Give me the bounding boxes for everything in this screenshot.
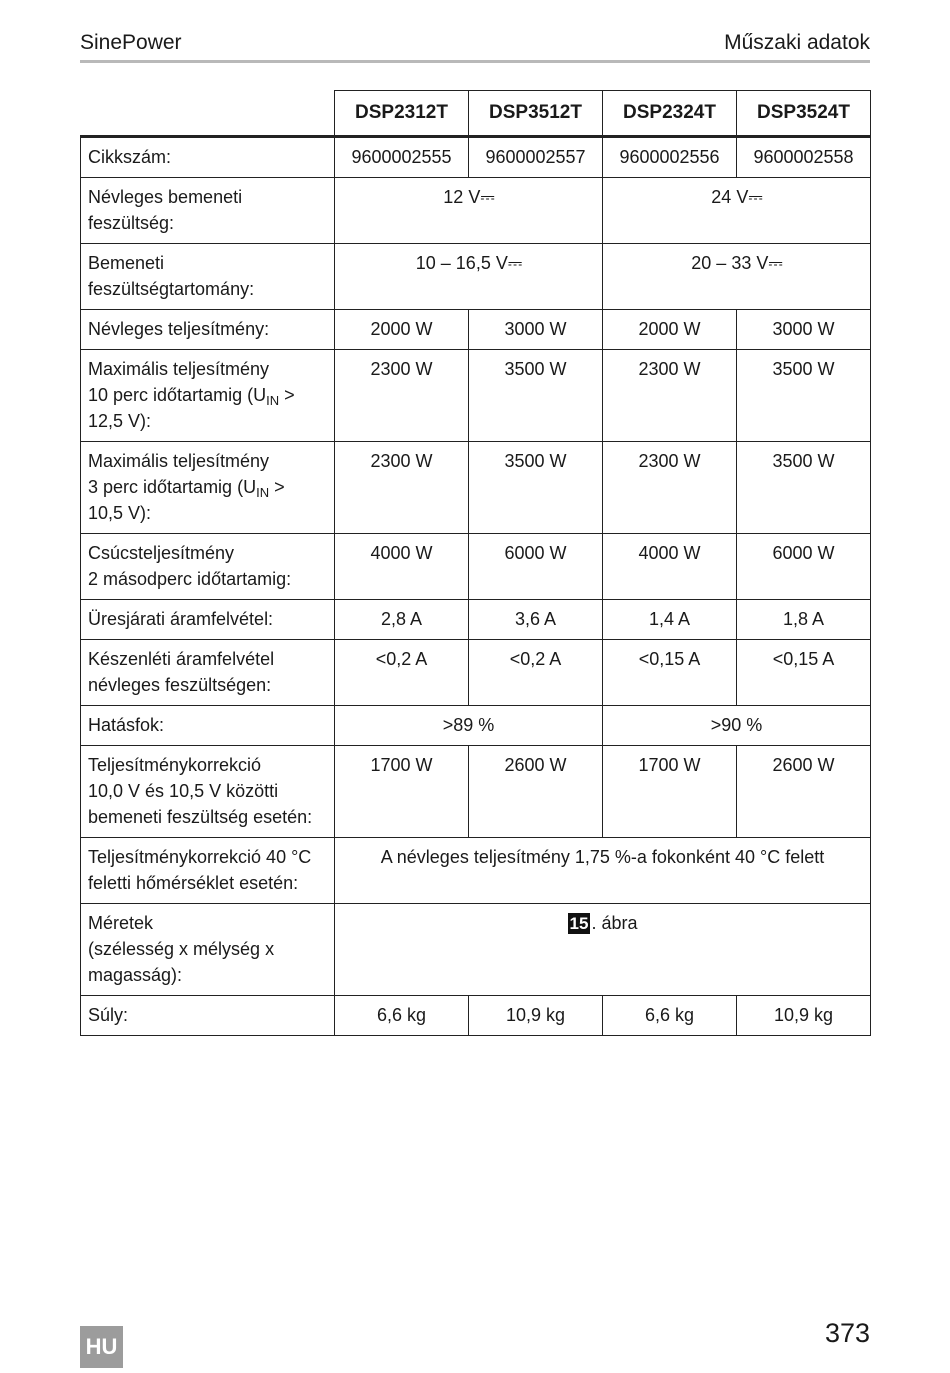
row-label: Készenléti áramfelvétel névleges feszültségen: bbox=[81, 640, 335, 706]
cell-value: <0,2 A bbox=[335, 640, 469, 706]
dc-symbol-icon: ⎓ bbox=[480, 187, 494, 207]
cell-value: 2300 W bbox=[335, 350, 469, 442]
cell-value: 9600002555 bbox=[335, 137, 469, 178]
row-label: Cikkszám: bbox=[81, 137, 335, 178]
row-label: Maximális teljesítmény 3 perc időtartamig ($U_{IN}$ > 10,5 V): bbox=[81, 442, 335, 534]
cell-value: 3500 W bbox=[469, 350, 603, 442]
row-label: Teljesítménykorrekció 10,0 V és 10,5 V közötti bemeneti feszültség esetén: bbox=[81, 746, 335, 838]
cell-value: >89 % bbox=[335, 706, 603, 746]
table-row bbox=[81, 640, 871, 706]
cell-value: 6,6 kg bbox=[603, 996, 737, 1036]
cell-value: 9600002557 bbox=[469, 137, 603, 178]
cell-value: 2300 W bbox=[335, 442, 469, 534]
cell-value: 12 V⎓ bbox=[335, 178, 603, 244]
cell-value: 9600002556 bbox=[603, 137, 737, 178]
row-label: Névleges bemeneti feszültség: bbox=[81, 178, 335, 244]
cell-value: 3500 W bbox=[737, 442, 871, 534]
table-row bbox=[81, 600, 871, 640]
table-row bbox=[81, 746, 871, 838]
dc-symbol-icon: ⎓ bbox=[748, 187, 762, 207]
cell-value: 1700 W bbox=[335, 746, 469, 838]
table-row bbox=[81, 904, 871, 996]
model-header: DSP2312T bbox=[335, 91, 469, 137]
cell-value: 3000 W bbox=[737, 310, 871, 350]
row-label: Teljesítménykorrekció 40 °C feletti hőmérséklet esetén: bbox=[81, 838, 335, 904]
cell-value: 1,8 A bbox=[737, 600, 871, 640]
cell-value: <0,2 A bbox=[469, 640, 603, 706]
cell-value: 9600002558 bbox=[737, 137, 871, 178]
cell-value: 2600 W bbox=[737, 746, 871, 838]
header-divider bbox=[80, 60, 870, 63]
figure-reference-text: . ábra bbox=[591, 913, 638, 933]
cell-value: 6,6 kg bbox=[335, 996, 469, 1036]
table-row bbox=[81, 244, 871, 310]
dc-symbol-icon: ⎓ bbox=[768, 253, 782, 273]
table-row bbox=[81, 442, 871, 534]
cell-value: <0,15 A bbox=[603, 640, 737, 706]
model-header: DSP3512T bbox=[469, 91, 603, 137]
model-header: DSP2324T bbox=[603, 91, 737, 137]
cell-value: 24 V⎓ bbox=[603, 178, 871, 244]
row-label: Üresjárati áramfelvétel: bbox=[81, 600, 335, 640]
header-brand: SinePower bbox=[80, 31, 182, 54]
cell-value: 2600 W bbox=[469, 746, 603, 838]
cell-value: 2000 W bbox=[603, 310, 737, 350]
cell-value: 2300 W bbox=[603, 350, 737, 442]
table-row bbox=[81, 310, 871, 350]
table-row bbox=[81, 706, 871, 746]
row-label: Maximális teljesítmény 10 perc időtartamig ($U_{IN}$ > 12,5 V): bbox=[81, 350, 335, 442]
cell-value: 3,6 A bbox=[469, 600, 603, 640]
cell-value: 10,9 kg bbox=[469, 996, 603, 1036]
cell-value: 2000 W bbox=[335, 310, 469, 350]
cell-value: 3000 W bbox=[469, 310, 603, 350]
cell-value: 2300 W bbox=[603, 442, 737, 534]
cell-value: 2,8 A bbox=[335, 600, 469, 640]
cell-value bbox=[335, 904, 871, 996]
row-label: Súly: bbox=[81, 996, 335, 1036]
cell-value: 3500 W bbox=[737, 350, 871, 442]
cell-value: 1,4 A bbox=[603, 600, 737, 640]
table-header-row bbox=[81, 91, 871, 137]
figure-reference-badge: 15 bbox=[569, 914, 589, 933]
cell-value: 6000 W bbox=[737, 534, 871, 600]
cell-value: 4000 W bbox=[603, 534, 737, 600]
language-badge: HU bbox=[80, 1326, 123, 1368]
model-header: DSP3524T bbox=[737, 91, 871, 137]
row-label: Névleges teljesítmény: bbox=[81, 310, 335, 350]
cell-value: >90 % bbox=[603, 706, 871, 746]
cell-value: 6000 W bbox=[469, 534, 603, 600]
table-row bbox=[81, 178, 871, 244]
cell-value: <0,15 A bbox=[737, 640, 871, 706]
cell-value: 10 – 16,5 V⎓ bbox=[335, 244, 603, 310]
dc-symbol-icon: ⎓ bbox=[507, 253, 522, 273]
row-label: Hatásfok: bbox=[81, 706, 335, 746]
table-row bbox=[81, 996, 871, 1036]
table-row bbox=[81, 350, 871, 442]
page-number: 373 bbox=[824, 1318, 870, 1348]
row-label: Méretek (szélesség x mélység x magasság): bbox=[81, 904, 335, 996]
table-row bbox=[81, 137, 871, 178]
row-label: Csúcsteljesítmény 2 másodperc időtartamig: bbox=[81, 534, 335, 600]
spec-table bbox=[80, 90, 871, 1036]
cell-value: 4000 W bbox=[335, 534, 469, 600]
header-blank-cell bbox=[81, 91, 335, 137]
cell-value: 3500 W bbox=[469, 442, 603, 534]
cell-value: A névleges teljesítmény 1,75 %-a fokonként 40 °C felett bbox=[335, 838, 871, 904]
cell-value: 20 – 33 V⎓ bbox=[603, 244, 871, 310]
table-row bbox=[81, 534, 871, 600]
table-row bbox=[81, 838, 871, 904]
cell-value: 1700 W bbox=[603, 746, 737, 838]
header-section-title: Műszaki adatok bbox=[724, 31, 870, 54]
row-label: Bemeneti feszültségtartomány: bbox=[81, 244, 335, 310]
cell-value: 10,9 kg bbox=[737, 996, 871, 1036]
